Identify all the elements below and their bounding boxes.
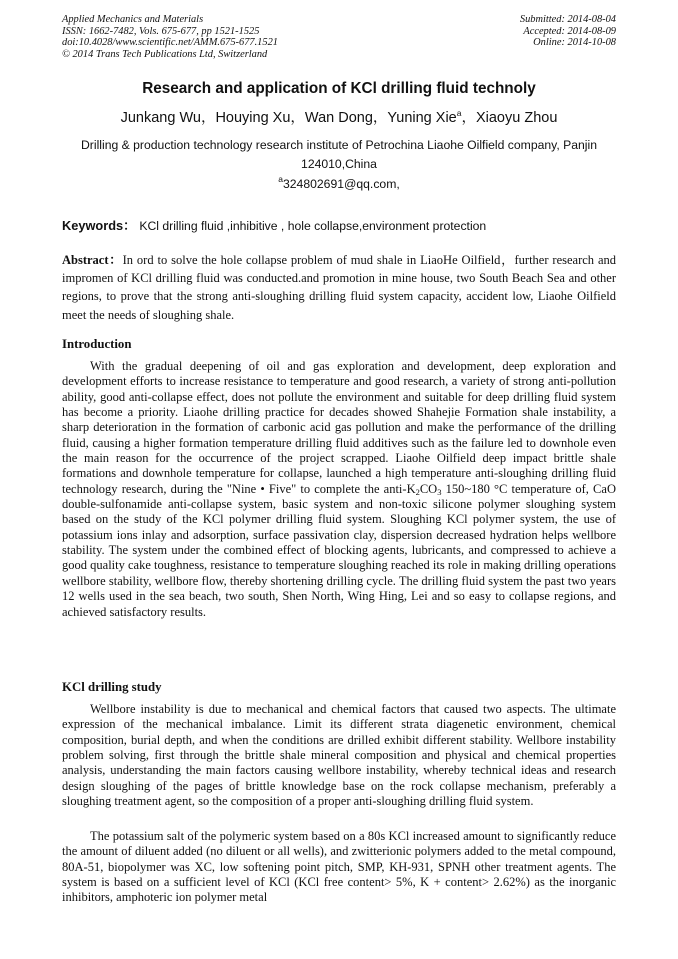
author-email (62, 174, 616, 191)
affiliation (62, 136, 616, 174)
author-name: Wan Dong， (304, 110, 388, 126)
keywords (62, 215, 616, 234)
email-address: 324802691@qq.com, (283, 177, 400, 191)
affiliation-line: Drilling & production technology research institute of Petrochina Liaohe Oilfield company, Panjin (81, 138, 597, 152)
submitted-date: Submitted: 2014-08-04 (519, 14, 616, 25)
journal-name: Applied Mechanics and Materials (62, 14, 204, 25)
copyright-line: © 2014 Trans Tech Publications Ltd, Switzerland (62, 48, 268, 60)
intro-text-part: CO (419, 481, 438, 496)
affiliation-line: 124010,China (301, 157, 377, 171)
issn-line: ISSN: 1662-7482, Vols. 675-677, pp 1521-1525 (62, 25, 260, 37)
author-name: Yuning Xie (387, 110, 457, 126)
author-name: Junkang Wu， (120, 110, 216, 126)
author-name: Houying Xu， (215, 110, 305, 126)
online-date: Online: 2014-10-08 (533, 37, 616, 49)
author-name: Xiaoyu Zhou (475, 110, 558, 126)
subscript: 3 (437, 486, 442, 497)
intro-text-part: 150~180 °C temperature of, CaO double-sulfonamide anti-collapse system, basic system and non-toxic silicone polymer sloughing system based on the study of the KCl polymer drilling fluid system. Sloughing KCl polymer system, the use of potassium ions inlay and adsorption, surface passivation clay, dispersion decreased hydration helps wellbore stability. The system under the combined effect of blocking agents, lubricants, and compressed to achieve a good quality cake toughness, resistance to temperature sloughing reached its role in making drilling operations wellbore stability, wellbore flow, thereby shortening drilling cycle. The drilling fluid system the past two years 12 wells used in the sea beach, two south, Shen North, Wing Hing, Lei and so easy to collapse regions, and achieved satisfactory results. (62, 481, 616, 619)
email-affiliation-mark: a (278, 174, 283, 184)
author-separator: ， (461, 110, 476, 126)
subscript: 2 (415, 486, 420, 497)
section-heading-kcl-study: KCl drilling study (62, 680, 162, 694)
keywords-label: Keywords： (62, 218, 136, 233)
journal-header-left (62, 14, 278, 60)
abstract-label: Abstract： (62, 253, 123, 267)
journal-header-right (520, 14, 616, 49)
kcl-study-paragraph: The potassium salt of the polymeric system based on a 80s KCl increased amount to significantly reduce the amount of diluent added (no diluent or all wells), and zwitterionic polymers added to the metal compound, 80A-51, biopolymer was XC, low softening point pitch, SMP, KH-931, SPNH other treatment agents. The system is based on a sufficient level of KCl (KCl free content> 5%, K + content> 2.62%) as the inorganic inhibitors, amphoteric ion polymer metal (62, 829, 616, 905)
author-list (40, 106, 638, 127)
abstract-text: In ord to solve the hole collapse problem of mud shale in LiaoHe Oilfield，further research and impromen of KCl drilling fluid was conducted.and promotion in mine house, two South Beach Sea and other regions, to prove that the strong anti-sloughing drilling fluid system capacity, accident low, Liaohe Oilfield meet the needs of sloughing shale. (62, 253, 616, 322)
author-affiliation-mark: a (456, 108, 462, 118)
doi-line: doi:10.4028/www.scientific.net/AMM.675-677.1521 (62, 37, 278, 49)
abstract (62, 251, 616, 324)
introduction-paragraph (62, 359, 616, 620)
paper-title: Research and application of KCl drilling fluid technoly (142, 80, 536, 97)
kcl-study-paragraph: Wellbore instability is due to mechanical and chemical factors that caused two aspects. The ultimate expression of the mechanical imbalance. Limit its different strata diagenetic environment, chemical composition, burial depth, and when the conditions are drilled exhibit different stability. Wellbore instability problem solving, first through the brittle shale mineral composition and physical and chemical properties analysis, understanding the main factors causing wellbore instability, whereby technical ideas and research design sloughing of the pages of brittle knowledge base on the rock collapse mechanism, preferably a sloughing treatment agent, so the composition of a proper anti-sloughing drilling fluid system. (62, 702, 616, 809)
section-heading-introduction: Introduction (62, 337, 132, 351)
accepted-date: Accepted: 2014-08-09 (523, 25, 616, 37)
keywords-text: KCl drilling fluid ,inhibitive , hole collapse,environment protection (139, 219, 487, 233)
intro-text-part: With the gradual deepening of oil and gas exploration and development, deep exploration and development efforts to increase resistance to temperature and good research, a variety of strong anti-pollution ability, good anti-collapse effect, does not pollute the environment and suitable for deep drilling fluid system has become a priority. Liaohe drilling practice for decades showed Shahejie Formation shale instability, a sharp deterioration in the formation of carbonic acid gas pollution and make the performance of the drilling fluid, causing a higher formation temperature drilling fluid additives such as the failure led to downhole even the main reason for the occurrence of the project scrapped. Liaohe Oilfield deep impact brittle shale formations and downhole temperature for collapse, launched a high temperature anti-sloughing drilling fluid technology research, during the "Nine • Five" to complete the anti-K (62, 359, 616, 496)
